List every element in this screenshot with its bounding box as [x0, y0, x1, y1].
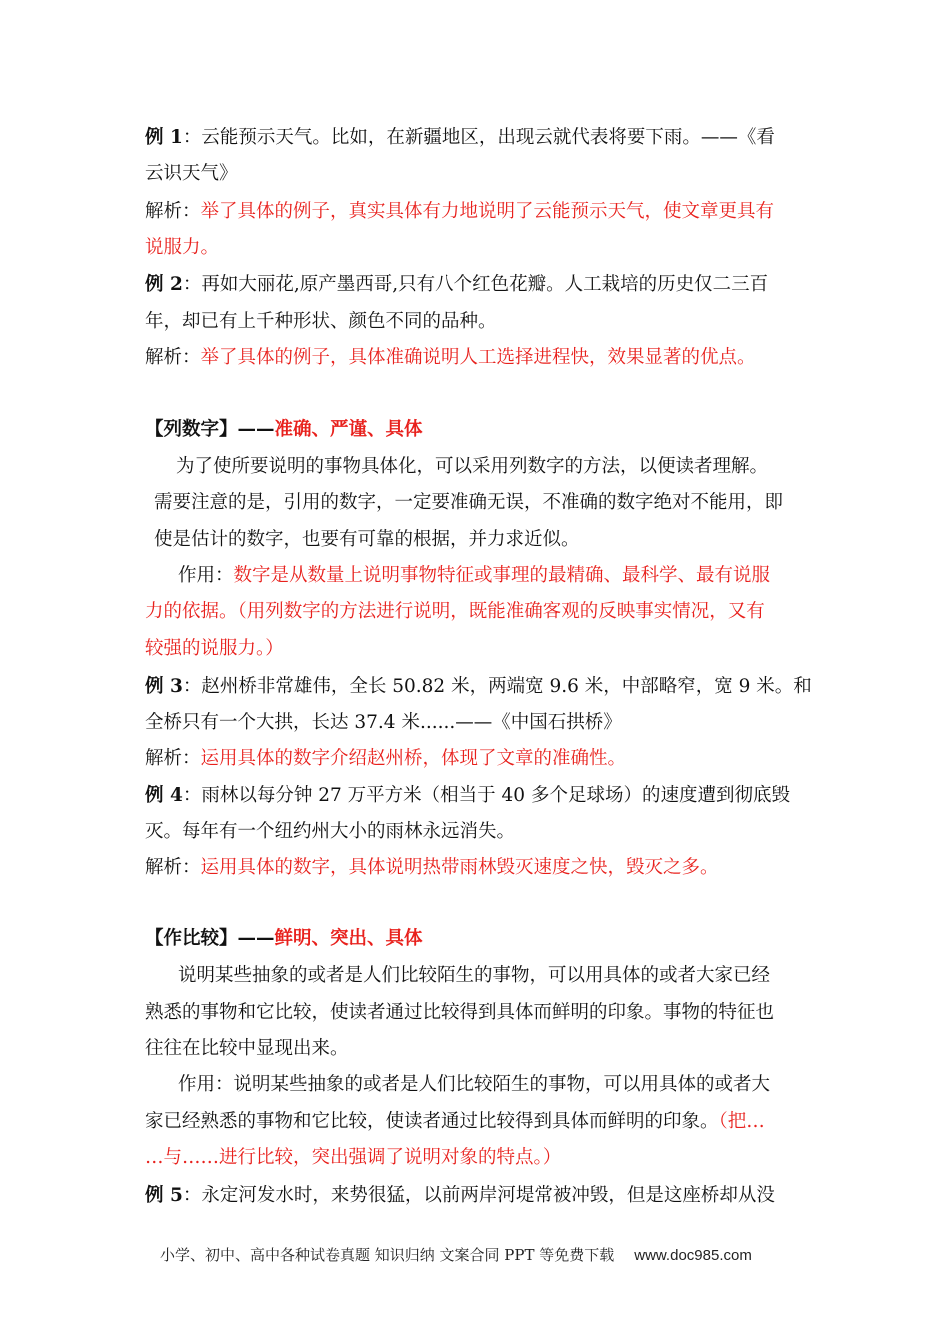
numbers-effect-3: 较强的说服力。） — [145, 638, 284, 659]
compare-effect-3: …与……进行比较，突出强调了说明对象的特点。） — [145, 1147, 562, 1168]
page-footer — [160, 1244, 752, 1265]
example-4-analysis: 解析：运用具体的数字，具体说明热带雨林毁灭速度之快，毁灭之多。 — [145, 857, 719, 878]
example-1-analysis: 解析：举了具体的例子，真实具体有力地说明了云能预示天气，使文章更具有 — [145, 201, 775, 222]
compare-para-3: 往往在比较中显现出来。 — [145, 1038, 349, 1059]
example-1-analysis-cont: 说服力。 — [145, 237, 220, 258]
example-4-line-2: 灭。每年有一个纽约州大小的雨林永远消失。 — [145, 821, 516, 842]
example-2-line-2: 年，却已有上千种形状、颜色不同的品种。 — [145, 311, 497, 332]
compare-effect-2: 家已经熟悉的事物和它比较，使读者通过比较得到具体而鲜明的印象。（把… — [145, 1111, 765, 1132]
numbers-para-2: 需要注意的是，引用的数字，一定要准确无误，不准确的数字绝对不能用，即 — [154, 492, 784, 513]
analysis-label: 解析： — [145, 347, 201, 368]
numbers-para-1: 为了使所要说明的事物具体化，可以采用列数字的方法，以便读者理解。 — [176, 456, 769, 477]
example-1-text: 云能预示天气。比如，在新疆地区，出现云就代表将要下雨。——《看 — [201, 127, 775, 148]
analysis-label: 解析： — [145, 857, 201, 878]
section-heading-numbers: 【列数字】——准确、严谨、具体 — [145, 419, 423, 440]
effect-label: 作用： — [178, 565, 234, 586]
example-3-line-1: 例 3：赵州桥非常雄伟，全长 50.82 米，两端宽 9.6 米，中部略窄，宽 9 米。和 — [145, 676, 812, 697]
example-4-label: 例 4 — [145, 785, 183, 806]
compare-para-2: 熟悉的事物和它比较，使读者通过比较得到具体而鲜明的印象。事物的特征也 — [145, 1002, 775, 1023]
effect-label: 作用： — [178, 1074, 234, 1095]
example-4-line-1: 例 4：雨林以每分钟 27 万平方米（相当于 40 多个足球场）的速度遭到彻底毁 — [145, 785, 790, 806]
section-heading-compare: 【作比较】——鲜明、突出、具体 — [145, 928, 423, 949]
analysis-label: 解析： — [145, 748, 201, 769]
analysis-label: 解析： — [145, 201, 201, 222]
numbers-para-3: 使是估计的数字，也要有可靠的根据，并力求近似。 — [154, 529, 580, 550]
example-2-label: 例 2 — [145, 274, 183, 295]
numbers-effect-1: 作用：数字是从数量上说明事物特征或事理的最精确、最科学、最有说服 — [178, 565, 771, 586]
example-1-line-1: 例 1：云能预示天气。比如，在新疆地区，出现云就代表将要下雨。——《看 — [145, 127, 775, 148]
footer-text: 小学、初中、高中各种试卷真题 知识归纳 文案合同 PPT 等免费下载 — [160, 1246, 615, 1264]
example-1-label: 例 1 — [145, 127, 183, 148]
example-3-analysis: 解析：运用具体的数字介绍赵州桥，体现了文章的准确性。 — [145, 748, 627, 769]
compare-effect-1: 作用：说明某些抽象的或者是人们比较陌生的事物，可以用具体的或者大 — [178, 1074, 771, 1095]
numbers-effect-2: 力的依据。（用列数字的方法进行说明，既能准确客观的反映事实情况，又有 — [145, 601, 765, 622]
example-2-analysis: 解析：举了具体的例子，具体准确说明人工选择进程快，效果显著的优点。 — [145, 347, 756, 368]
example-5-line-1: 例 5：永定河发水时，来势很猛，以前两岸河堤常被冲毁，但是这座桥却从没 — [145, 1185, 775, 1206]
example-3-label: 例 3 — [145, 676, 183, 697]
example-5-label: 例 5 — [145, 1185, 183, 1206]
footer-url[interactable]: www.doc985.com — [634, 1247, 752, 1264]
example-3-line-2: 全桥只有一个大拱，长达 37.4 米......——《中国石拱桥》 — [145, 712, 622, 733]
compare-para-1: 说明某些抽象的或者是人们比较陌生的事物，可以用具体的或者大家已经 — [178, 965, 771, 986]
example-1-line-2: 云识天气》 — [145, 163, 238, 184]
example-2-line-1: 例 2：再如大丽花,原产墨西哥,只有八个红色花瓣。人工栽培的历史仅二三百 — [145, 274, 769, 295]
